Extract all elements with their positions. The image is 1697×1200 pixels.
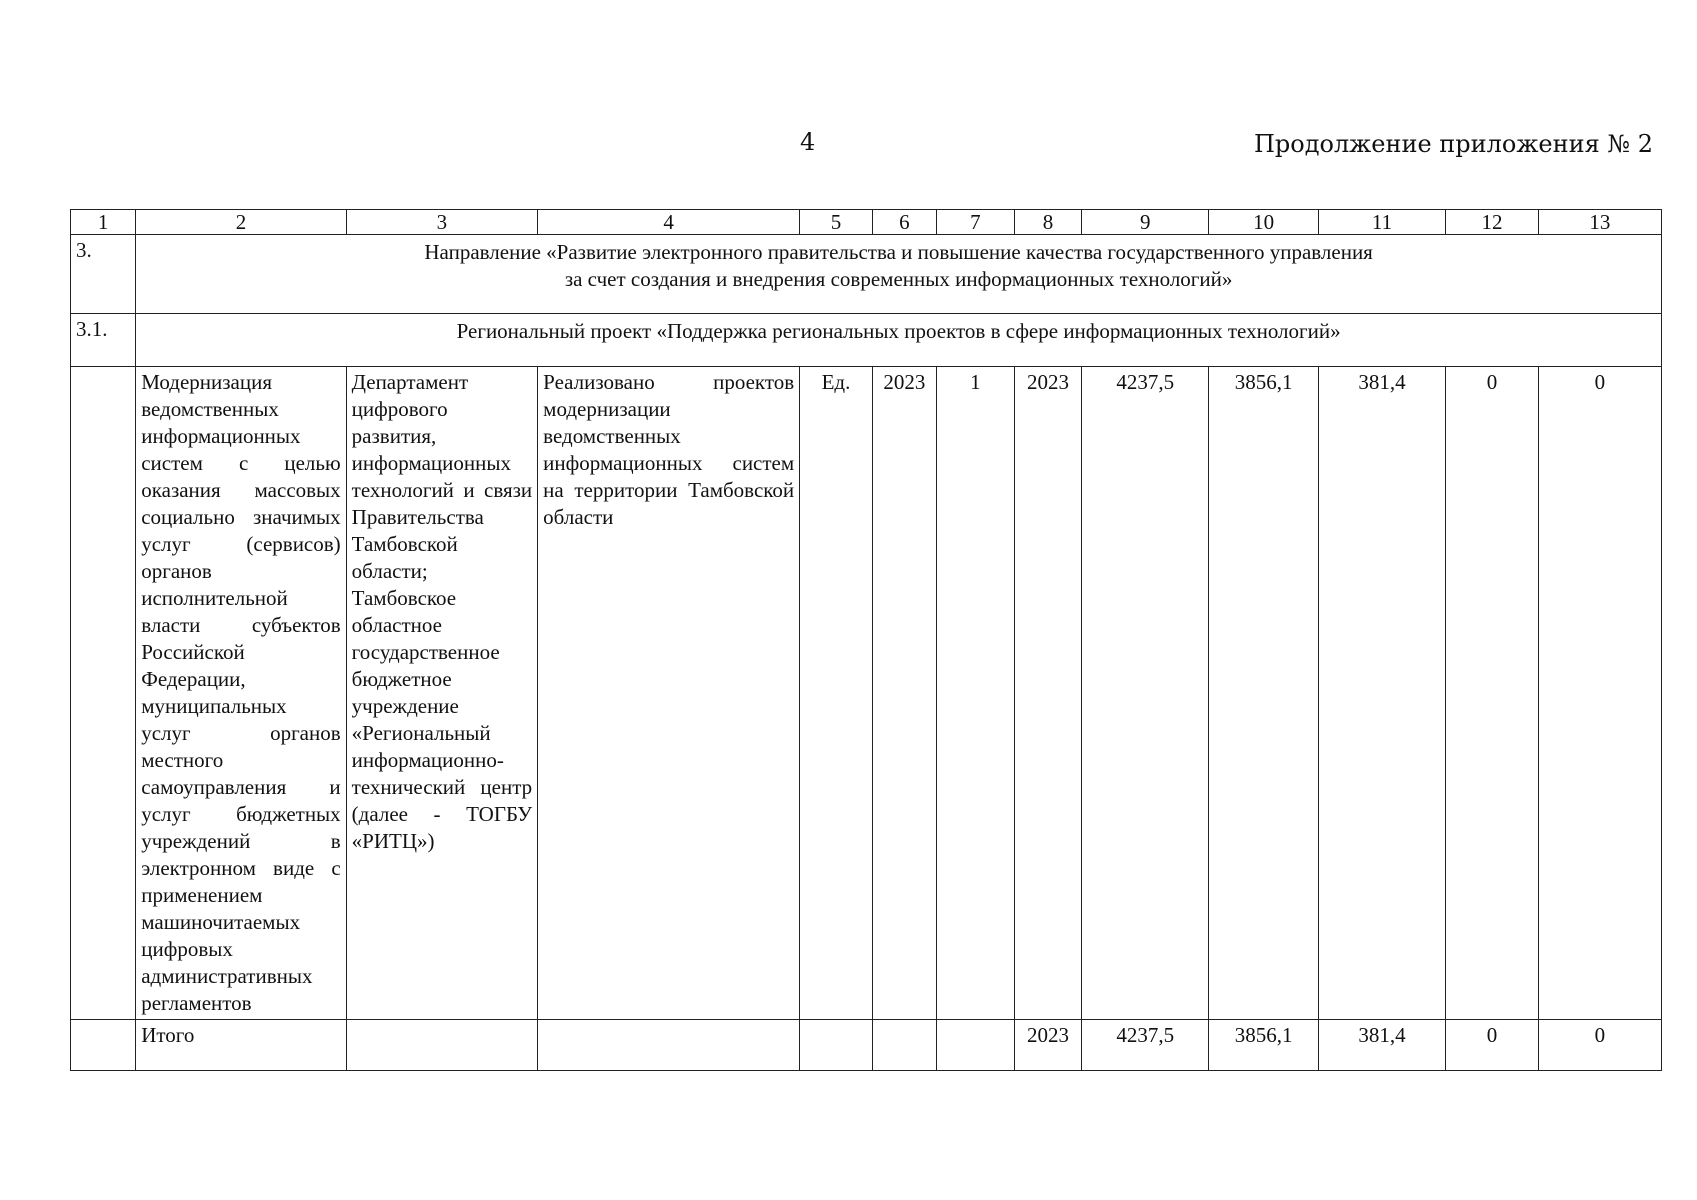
- direction-row: [71, 235, 1662, 314]
- total-row: [71, 1020, 1662, 1071]
- col10-cell: 3856,1: [1209, 367, 1318, 1020]
- total-col11-cell: 381,4: [1318, 1020, 1445, 1071]
- appendix-note: Продолжение приложения № 2: [1253, 130, 1653, 158]
- value-cell: 1: [936, 367, 1014, 1020]
- column-number: 6: [872, 210, 936, 235]
- empty-cell: [538, 1020, 800, 1071]
- direction-number: 3.: [71, 235, 136, 314]
- total-sum-cell: 4237,5: [1082, 1020, 1209, 1071]
- unit-cell: Ед.: [800, 367, 873, 1020]
- column-number: 13: [1538, 210, 1661, 235]
- column-number: 2: [136, 210, 346, 235]
- total-col12-cell: 0: [1446, 1020, 1539, 1071]
- column-number: 5: [800, 210, 873, 235]
- column-number: 8: [1014, 210, 1081, 235]
- direction-title-line1: Направление «Развитие электронного правительства и повышение качества государственного управления: [424, 240, 1373, 264]
- direction-title: [136, 235, 1662, 314]
- empty-cell: [936, 1020, 1014, 1071]
- period-cell: 2023: [1014, 367, 1081, 1020]
- page-number: 4: [800, 128, 816, 156]
- activity-cell: Модернизация ведомственных информационных систем с целью оказания массовых социально значимых услуг (сервисов) органов исполнительной власти субъектов Российской Федерации, муниципальных услуг органов местного самоуправления и услуг бюджетных учреждений в электронном виде с применением машиночитаемых цифровых административных регламентов: [136, 367, 346, 1020]
- column-number: 7: [936, 210, 1014, 235]
- column-number: 11: [1318, 210, 1445, 235]
- column-number: 1: [71, 210, 136, 235]
- empty-cell: [346, 1020, 538, 1071]
- table-row: [71, 367, 1662, 1020]
- project-row: [71, 314, 1662, 367]
- project-number: 3.1.: [71, 314, 136, 367]
- total-label: Итого: [136, 1020, 346, 1071]
- column-number: 12: [1446, 210, 1539, 235]
- column-number: 3: [346, 210, 538, 235]
- total-cell: 4237,5: [1082, 367, 1209, 1020]
- project-title: Региональный проект «Поддержка региональных проектов в сфере информационных технологий»: [136, 314, 1662, 367]
- row-number-cell: [71, 367, 136, 1020]
- total-period-cell: 2023: [1014, 1020, 1081, 1071]
- executor-cell: Департамент цифрового развития, информационных технологий и связи Правительства Тамбовской области; Тамбовское областное государственное бюджетное учреждение «Региональный информационно-технический центр (далее - ТОГБУ «РИТЦ»): [346, 367, 538, 1020]
- indicator-cell: Реализовано проектов модернизации ведомственных информационных систем на территории Тамбовской области: [538, 367, 800, 1020]
- column-number: 4: [538, 210, 800, 235]
- col13-cell: 0: [1538, 367, 1661, 1020]
- empty-cell: [71, 1020, 136, 1071]
- direction-title-line2: за счет создания и внедрения современных информационных технологий»: [564, 267, 1233, 291]
- year-cell: 2023: [872, 367, 936, 1020]
- total-col13-cell: 0: [1538, 1020, 1661, 1071]
- empty-cell: [872, 1020, 936, 1071]
- col11-cell: 381,4: [1318, 367, 1445, 1020]
- col12-cell: 0: [1446, 367, 1539, 1020]
- empty-cell: [800, 1020, 873, 1071]
- column-number-row: [71, 210, 1662, 235]
- appendix-table: [70, 209, 1662, 1071]
- column-number: 10: [1209, 210, 1318, 235]
- total-col10-cell: 3856,1: [1209, 1020, 1318, 1071]
- column-number: 9: [1082, 210, 1209, 235]
